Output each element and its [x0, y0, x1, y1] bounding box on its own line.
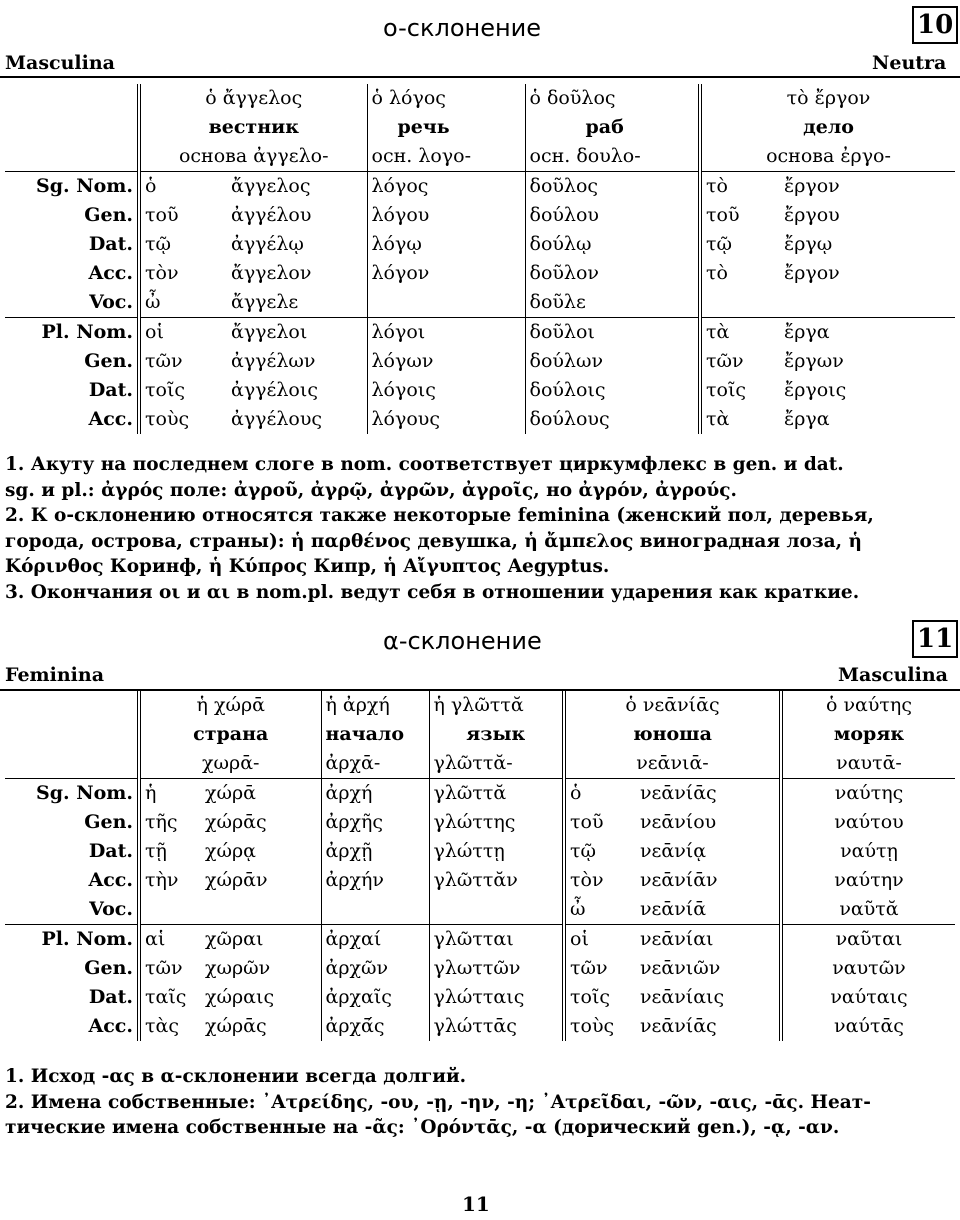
table-cell: λόγον	[367, 259, 525, 288]
table-cell: τὰ	[706, 408, 730, 430]
case-label: Acc.	[5, 405, 139, 434]
table-cell: ὁ	[564, 779, 636, 809]
table-cell: ἀρχαί	[321, 925, 429, 955]
case-label: Voc.	[5, 895, 139, 925]
table-cell: λόγου	[367, 201, 525, 230]
table-cell: δοῦλος	[525, 172, 700, 202]
table-cell: ἀγγέλου	[227, 201, 367, 230]
table-cell: ἔργα	[780, 318, 955, 348]
table-cell: γλώττᾱς	[429, 1012, 564, 1041]
table-cell: αἱ	[139, 925, 201, 955]
table-cell: τῷ	[145, 233, 172, 255]
table-cell: ναύτης	[781, 779, 955, 809]
declension-table-a	[5, 691, 955, 1041]
table-cell: ἔργῳ	[784, 233, 833, 255]
table-cell: ἀγγέλους	[227, 405, 367, 434]
table-cell: χώρᾱ	[201, 779, 321, 809]
case-label: Gen.	[5, 808, 139, 837]
table-cell: νεᾱνίᾳ	[636, 837, 781, 866]
table-cell: ταῖς	[145, 986, 187, 1008]
header-cell: дело	[803, 116, 854, 138]
table-cell: χῶραι	[201, 925, 321, 955]
table-cell: τῶν	[706, 350, 744, 372]
case-label: Sg. Nom.	[5, 172, 139, 202]
table-row	[5, 288, 955, 318]
table-cell: οἱ	[139, 318, 227, 348]
table-cell: ἀγγέλῳ	[227, 230, 367, 259]
table-cell: λόγους	[367, 405, 525, 434]
table-cell: νεᾱνίᾱς	[636, 779, 781, 809]
table-row	[5, 405, 955, 434]
table-cell: τῶν	[145, 957, 183, 979]
section2-left-label: Feminina	[5, 664, 105, 686]
section1-title: o-склонение	[383, 14, 542, 42]
table-cell: χώρᾱν	[201, 866, 321, 895]
table-cell: γλώτταις	[429, 983, 564, 1012]
table-cell: τὸν	[570, 869, 604, 891]
table-cell: δούλους	[525, 405, 700, 434]
section1-number: 10	[912, 6, 958, 44]
table-cell	[429, 895, 564, 925]
table-cell: γλῶττᾰ	[429, 779, 564, 809]
table-cell: νεᾱνίᾱς	[636, 1012, 781, 1041]
table-cell: ἔργων	[784, 350, 844, 372]
table-row	[5, 259, 955, 288]
table-cell: ναύταις	[830, 986, 908, 1008]
table-row	[5, 376, 955, 405]
table-cell: ὦ	[570, 898, 586, 920]
table-cell: ἀρχῆς	[321, 808, 429, 837]
table-cell: τοῖς	[145, 379, 186, 401]
section2-number: 11	[912, 620, 958, 658]
declension-table-o	[5, 84, 955, 434]
table-cell: ἀγγέλων	[227, 347, 367, 376]
section2-title: α-склонение	[383, 627, 542, 655]
table-row	[5, 201, 955, 230]
header-cell: ὁ νεᾱνίᾱς	[564, 691, 781, 720]
table-cell	[139, 895, 201, 925]
table-cell: ἄγγελε	[227, 288, 367, 318]
table-cell: λόγοι	[367, 318, 525, 348]
table-cell: ἔργα	[784, 408, 830, 430]
table-cell: ἡ	[139, 779, 201, 809]
note-line: 1. Акуту на последнем слоге в nom. соответствует циркумфлекс в gen. и dat.	[5, 454, 844, 475]
table-cell: λόγων	[367, 347, 525, 376]
table-cell: γλῶτται	[429, 925, 564, 955]
table-cell: λόγοις	[367, 376, 525, 405]
section1-left-label: Masculina	[5, 52, 115, 74]
table-cell: τοῦ	[570, 811, 604, 833]
table-cell: ὦ	[145, 291, 161, 313]
section2-right-label: Masculina	[838, 664, 948, 686]
case-label: Acc.	[5, 1012, 139, 1041]
table-row	[5, 954, 955, 983]
note-line: 2. Имена собственные: ᾿Ατρείδης, -ου, -ῃ, -ην, -η; ᾿Ατρεῖδαι, -ῶν, -αις, -ᾱς. Неат-	[5, 1091, 871, 1113]
table-row	[5, 1012, 955, 1041]
table-cell: γλῶττᾰν	[429, 866, 564, 895]
header-cell: юноша	[564, 720, 781, 749]
header-cell: осн. λογο-	[367, 142, 525, 172]
table-cell: τῆς	[145, 811, 178, 833]
note-line: 3. Окончания οι и αι в nom.pl. ведут себя в отношении ударения как краткие.	[5, 581, 860, 603]
case-label: Dat.	[5, 983, 139, 1012]
table-cell: νεᾱνιῶν	[636, 954, 781, 983]
table-cell: ναυτῶν	[832, 957, 906, 979]
table-cell: τὸ	[706, 262, 728, 284]
table-cell	[321, 895, 429, 925]
header-cell: ὁ ναύτης	[826, 694, 912, 716]
header-cell: γλῶττᾰ-	[429, 749, 564, 779]
table-cell: ναύτην	[834, 869, 904, 891]
table-cell: τῶν	[145, 350, 183, 372]
section1-notes	[5, 452, 957, 605]
table-cell: χώρᾱς	[201, 1012, 321, 1041]
table-cell: ναύτῃ	[840, 840, 898, 862]
table-cell: ἔργοις	[784, 379, 847, 401]
table-cell: τοὺς	[145, 408, 190, 430]
table-cell: γλώττῃ	[429, 837, 564, 866]
note-line: sg. и pl.: ἀγρός поле: ἀγροῦ, ἀγρῷ, ἀγρῶν, ἀγροῖς, но ἀγρόν, ἀγρούς.	[5, 479, 737, 501]
page-number: 11	[462, 1192, 490, 1216]
note-line: города, острова, страны): ἡ παρθένος девушка, ἡ ἄμπελος виноградная лоза, ἡ	[5, 530, 862, 552]
table-row	[5, 895, 955, 925]
table-cell: νεᾱνίαις	[636, 983, 781, 1012]
table-cell: χώραις	[201, 983, 321, 1012]
table-cell: τὴν	[145, 869, 179, 891]
table-cell: τοῦ	[706, 204, 740, 226]
case-label: Gen.	[5, 347, 139, 376]
table-cell: δούλων	[525, 347, 700, 376]
header-cell: язык	[429, 720, 564, 749]
table-cell	[201, 895, 321, 925]
table-cell: οἱ	[564, 925, 636, 955]
case-label: Acc.	[5, 259, 139, 288]
case-label: Pl. Nom.	[5, 925, 139, 955]
table-cell: τῇ	[145, 840, 167, 862]
table-cell: ἄγγελοι	[227, 318, 367, 348]
note-line: тические имена собственные на -ᾶς: ᾿Ορόντᾱς, -α (дорический gen.), -ᾳ, -αν.	[5, 1117, 840, 1138]
table-row	[5, 808, 955, 837]
table-cell: ἀρχή	[321, 779, 429, 809]
table-cell: τοῦ	[145, 204, 179, 226]
table-cell: ἀρχᾱ́ς	[321, 1012, 429, 1041]
case-label: Pl. Nom.	[5, 318, 139, 348]
table-row	[5, 779, 955, 809]
case-label: Acc.	[5, 866, 139, 895]
table-cell: ἔργον	[784, 262, 840, 284]
header-cell: речь	[367, 113, 525, 142]
table-row	[5, 866, 955, 895]
header-row	[5, 84, 955, 113]
note-line: 1. Исход -ας в α-склонении всегда долгий.	[5, 1066, 467, 1087]
table-cell: νεᾱνίᾱ	[636, 895, 781, 925]
table-cell: νεᾱνίαι	[636, 925, 781, 955]
table-cell: νεᾱνίᾱν	[636, 866, 781, 895]
header-row	[5, 749, 955, 779]
table-cell: ἄγγελον	[227, 259, 367, 288]
table-cell: γλωττῶν	[429, 954, 564, 983]
table-cell: ὁ	[139, 172, 227, 202]
header-cell: основа ἀγγελο-	[139, 142, 367, 172]
case-label: Gen.	[5, 954, 139, 983]
table-cell: χώρᾳ	[201, 837, 321, 866]
table-cell: δοῦλοι	[525, 318, 700, 348]
header-cell: ὁ δοῦλος	[525, 84, 700, 113]
header-cell: начало	[321, 720, 429, 749]
section1-top-rule	[0, 76, 960, 78]
table-row	[5, 983, 955, 1012]
table-row	[5, 230, 955, 259]
table-cell: νεᾱνίου	[636, 808, 781, 837]
header-cell: ἡ ἀρχή	[321, 691, 429, 720]
table-cell: ναῦται	[781, 925, 955, 955]
table-cell: τὰς	[145, 1015, 179, 1037]
table-cell: ἀρχαῖς	[321, 983, 429, 1012]
table-cell: χωρῶν	[201, 954, 321, 983]
table-cell: τῷ	[570, 840, 597, 862]
table-cell: ἀρχήν	[321, 866, 429, 895]
table-cell: ναύτου	[834, 811, 904, 833]
table-cell: ἀγγέλοις	[227, 376, 367, 405]
table-cell	[367, 288, 525, 318]
table-cell	[780, 288, 955, 318]
case-label: Dat.	[5, 376, 139, 405]
header-row	[5, 691, 955, 720]
header-cell: раб	[525, 113, 700, 142]
table-cell: ἀρχῇ	[321, 837, 429, 866]
table-cell: ναύτᾱς	[834, 1015, 904, 1037]
table-cell: ἄγγελος	[227, 172, 367, 202]
table-cell: τὸν	[145, 262, 179, 284]
case-label: Dat.	[5, 837, 139, 866]
table-cell: τοῖς	[570, 986, 611, 1008]
header-cell: ὁ λόγος	[367, 84, 525, 113]
table-cell: χώρᾱς	[201, 808, 321, 837]
header-cell: вестник	[139, 113, 367, 142]
header-cell: ἡ γλῶττᾰ	[429, 691, 564, 720]
header-row	[5, 720, 955, 749]
note-line: 2. К о-склонению относятся также некоторые feminina (женский пол, деревья,	[5, 505, 874, 526]
header-row	[5, 113, 955, 142]
table-cell: ἔργον	[780, 172, 955, 202]
table-cell: δούλοις	[525, 376, 700, 405]
table-cell: τοῖς	[706, 379, 747, 401]
table-cell: λόγος	[367, 172, 525, 202]
header-cell: основа ἐργο-	[766, 145, 891, 167]
table-cell: δούλῳ	[525, 230, 700, 259]
header-cell: моряк	[833, 723, 905, 745]
table-row	[5, 318, 955, 348]
table-cell: λόγῳ	[367, 230, 525, 259]
case-label: Gen.	[5, 201, 139, 230]
header-cell: осн. δουλο-	[525, 142, 700, 172]
header-cell: ἀρχᾱ-	[321, 749, 429, 779]
table-cell: δοῦλον	[525, 259, 700, 288]
table-cell: τὰ	[700, 318, 780, 348]
header-cell: ὁ ἄγγελος	[139, 84, 367, 113]
header-cell: ἡ χώρᾱ	[139, 691, 321, 720]
table-row	[5, 925, 955, 955]
section1-right-label: Neutra	[872, 52, 947, 74]
table-cell: ναῦτᾰ	[839, 898, 899, 920]
header-cell: ναυτᾱ-	[836, 752, 902, 774]
note-line: Κόρινθος Коринф, ἡ Κύπρος Кипр, ἡ Αἴγυπτος Aegyptus.	[5, 556, 610, 577]
header-row	[5, 142, 955, 172]
table-cell: δούλου	[525, 201, 700, 230]
table-cell: γλώττης	[429, 808, 564, 837]
table-cell: ἀρχῶν	[321, 954, 429, 983]
header-cell: страна	[139, 720, 321, 749]
header-cell: τὸ ἔργον	[786, 87, 871, 109]
header-cell: χωρᾱ-	[139, 749, 321, 779]
table-row	[5, 347, 955, 376]
table-cell: δοῦλε	[525, 288, 700, 318]
table-cell: ἔργου	[784, 204, 840, 226]
table-cell	[700, 288, 780, 318]
table-cell: τοὺς	[570, 1015, 615, 1037]
case-label: Voc.	[5, 288, 139, 318]
table-row	[5, 172, 955, 202]
case-label: Sg. Nom.	[5, 779, 139, 809]
table-cell: τὸ	[700, 172, 780, 202]
header-cell: νεᾱνιᾱ-	[564, 749, 781, 779]
table-cell: τῶν	[570, 957, 608, 979]
case-label: Dat.	[5, 230, 139, 259]
table-cell: τῷ	[706, 233, 733, 255]
table-row	[5, 837, 955, 866]
section2-notes	[5, 1064, 957, 1141]
